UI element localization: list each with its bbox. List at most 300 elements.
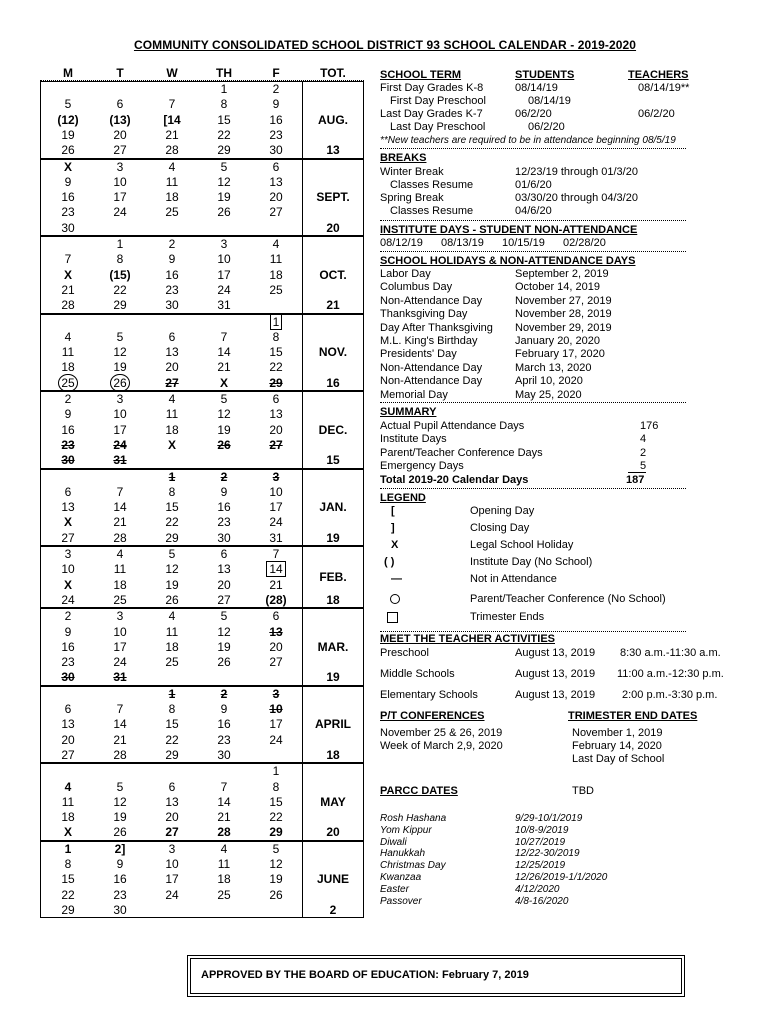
calendar-day — [98, 748, 142, 762]
calendar-day — [254, 392, 298, 406]
calendar-day — [46, 717, 90, 731]
calendar-day — [46, 175, 90, 189]
day-value: 8 — [272, 779, 280, 794]
day-value: 16 — [217, 500, 231, 515]
institute-date: 08/12/19 — [380, 237, 423, 249]
day-value: 1 — [270, 314, 283, 330]
calendar-day — [150, 515, 194, 529]
trimester-heading: TRIMESTER END DATES — [568, 710, 698, 722]
calendar-day — [254, 515, 298, 529]
calendar-day — [202, 593, 246, 607]
calendar-day — [98, 392, 142, 406]
calendar-day — [150, 702, 194, 716]
calendar-day — [254, 82, 298, 96]
summary-value: 5 — [640, 460, 647, 473]
day-value: 12 — [113, 794, 127, 809]
day-value: 20 — [165, 810, 179, 825]
day-value: 6 — [272, 609, 280, 624]
day-value: 10 — [113, 174, 127, 189]
break-value: 01/6/20 — [515, 179, 552, 191]
calendar-day — [98, 113, 142, 127]
month-total: 19 — [326, 530, 340, 545]
day-value: 12 — [269, 857, 283, 871]
month-total: 20 — [326, 220, 340, 235]
calendar-day — [46, 500, 90, 514]
calendar-day — [254, 470, 298, 484]
day-value: 14 — [217, 345, 231, 360]
calendar-day — [46, 345, 90, 359]
observance-date: 12/22-30/2019 — [515, 848, 580, 860]
day-value: 13 — [269, 174, 283, 189]
day-value: 29 — [217, 143, 231, 158]
calendar-day — [98, 298, 142, 312]
day-value: 18 — [165, 190, 179, 205]
calendar-day — [150, 733, 194, 747]
calendar-day — [202, 810, 246, 824]
day-value: 21 — [113, 732, 127, 747]
term-students: 08/14/19 — [515, 82, 558, 94]
day-value: 30 — [217, 747, 231, 762]
calendar-day — [202, 500, 246, 514]
trimester-line: February 14, 2020 — [572, 740, 662, 752]
calendar-day — [202, 190, 246, 204]
calendar-day — [98, 485, 142, 499]
calendar-day — [46, 903, 90, 917]
summary-label: Actual Pupil Attendance Days — [380, 420, 525, 432]
legend-symbol: ( ) — [384, 556, 395, 568]
day-value: (15) — [109, 267, 131, 282]
day-value: 23 — [113, 887, 127, 902]
day-value: 30 — [113, 902, 127, 917]
holiday-name: Day After Thanksgiving — [380, 321, 493, 334]
header-w: W — [166, 66, 178, 80]
calendar-day — [254, 655, 298, 669]
day-value: X — [63, 577, 72, 592]
calendar-day — [98, 842, 142, 856]
calendar-day — [202, 423, 246, 437]
calendar-day — [46, 298, 90, 312]
calendar-day — [98, 531, 142, 545]
meet-date: August 13, 2019 — [515, 668, 596, 680]
calendar-day — [254, 438, 298, 452]
summary-label: Emergency Days — [380, 460, 464, 473]
calendar-day — [98, 160, 142, 174]
day-value: 12 — [165, 562, 179, 577]
day-value: 19 — [113, 360, 127, 375]
calendar-day — [98, 702, 142, 716]
day-value: 7 — [220, 779, 228, 794]
day-value: 8 — [168, 484, 176, 499]
calendar-day — [46, 113, 90, 127]
calendar-day — [98, 733, 142, 747]
day-value: 11 — [165, 174, 179, 189]
day-value: 9 — [116, 857, 124, 871]
holiday-name: Non-Attendance Day — [380, 294, 483, 307]
calendar-day — [98, 609, 142, 623]
day-value: X — [167, 437, 176, 452]
day-value: 16 — [61, 639, 75, 654]
calendar-day — [150, 531, 194, 545]
calendar-day — [202, 470, 246, 484]
day-value: 11 — [113, 562, 127, 577]
calendar-day — [46, 485, 90, 499]
calendar-day — [254, 345, 298, 359]
observance-name: Christmas Day — [380, 860, 446, 872]
day-value: 2 — [168, 237, 176, 251]
calendar-day — [202, 392, 246, 406]
calendar-day — [254, 795, 298, 809]
holiday-name: Columbus Day — [380, 281, 453, 294]
day-value: 12 — [217, 407, 231, 422]
calendar-day — [202, 609, 246, 623]
calendar-day — [202, 160, 246, 174]
day-value: 4 — [168, 609, 176, 624]
calendar-day — [202, 252, 246, 266]
institute-date: 08/13/19 — [441, 237, 484, 249]
day-value: 8 — [64, 857, 72, 871]
calendar-day — [98, 237, 142, 251]
day-value: 23 — [61, 205, 75, 220]
month-total: 15 — [326, 453, 340, 468]
day-value: 15 — [61, 872, 75, 887]
holiday-date: January 20, 2020 — [515, 335, 601, 347]
day-value: 19 — [269, 872, 283, 887]
day-value: 19 — [61, 127, 75, 142]
day-value: 13 — [61, 717, 75, 732]
calendar-day — [98, 283, 142, 297]
month-name: JUNE — [316, 872, 349, 887]
day-value: 11 — [269, 252, 283, 267]
day-value: 14 — [266, 561, 285, 577]
day-value: 4 — [64, 779, 72, 794]
month-name: APRIL — [315, 717, 351, 732]
day-value: 9 — [64, 407, 72, 422]
calendar-day — [150, 268, 194, 282]
calendar-day — [98, 190, 142, 204]
calendar-day — [98, 795, 142, 809]
calendar-day — [150, 407, 194, 421]
holiday-date: November 28, 2019 — [515, 308, 612, 321]
calendar-day — [98, 175, 142, 189]
calendar-day — [98, 345, 142, 359]
holiday-date: March 13, 2020 — [515, 361, 592, 374]
calendar-day — [150, 298, 194, 312]
month-total: 13 — [326, 143, 340, 158]
day-value: 29 — [61, 902, 75, 917]
calendar-day — [46, 733, 90, 747]
day-value: 13 — [269, 407, 283, 422]
day-value: 22 — [165, 732, 179, 747]
day-value: 23 — [61, 437, 75, 452]
day-value: 22 — [269, 810, 283, 825]
calendar-day — [150, 717, 194, 731]
calendar-day — [202, 888, 246, 902]
calendar-day — [202, 733, 246, 747]
term-teachers: 08/14/19** — [638, 82, 690, 94]
day-value: 21 — [269, 577, 283, 592]
breaks-heading: BREAKS — [380, 152, 427, 164]
day-value: 4 — [220, 841, 228, 856]
day-value: 9 — [64, 174, 72, 189]
day-value: 16 — [113, 872, 127, 887]
holiday-date: September 2, 2019 — [515, 268, 609, 280]
day-value: 29 — [165, 530, 179, 545]
approval-box — [187, 955, 685, 997]
calendar-day — [46, 453, 90, 467]
legend-symbol: — — [391, 573, 402, 585]
observance-date: 10/27/2019 — [515, 836, 566, 848]
day-value: 27 — [269, 205, 283, 220]
calendar-day — [150, 748, 194, 762]
term-label: Last Day Grades K-7 — [380, 108, 483, 120]
calendar-day — [202, 655, 246, 669]
day-value: 31 — [113, 453, 127, 468]
calendar-day — [202, 702, 246, 716]
holiday-name: Labor Day — [380, 268, 431, 280]
day-value: 3 — [272, 469, 280, 484]
day-value: 29 — [269, 825, 283, 840]
holiday-name: Presidents' Day — [380, 348, 457, 361]
day-value: 11 — [217, 857, 231, 871]
day-value: 20 — [217, 577, 231, 592]
day-value: 30 — [61, 670, 75, 685]
calendar-day — [202, 268, 246, 282]
day-value: 8 — [168, 702, 176, 716]
calendar-day — [254, 360, 298, 374]
calendar-day — [254, 407, 298, 421]
calendar-day — [254, 268, 298, 282]
day-value: 31 — [113, 670, 127, 685]
calendar-day — [46, 531, 90, 545]
day-value: 14 — [113, 500, 127, 515]
day-value: 12 — [217, 624, 231, 639]
month-name: JAN. — [319, 500, 347, 515]
summary-label: Institute Days — [380, 433, 447, 446]
day-value: 31 — [217, 298, 231, 313]
institute-date: 02/28/20 — [563, 237, 606, 249]
term-label: First Day Grades K-8 — [380, 82, 484, 94]
observance-date: 4/8-16/2020 — [515, 895, 569, 907]
meet-school: Elementary Schools — [380, 689, 478, 701]
calendar-day — [46, 655, 90, 669]
calendar-day — [150, 113, 194, 127]
day-value: 16 — [61, 190, 75, 205]
day-value: 25 — [269, 282, 283, 297]
calendar-day — [254, 578, 298, 592]
day-value: 7 — [272, 547, 280, 561]
observance-name: Diwali — [380, 836, 407, 848]
calendar-day — [254, 315, 298, 329]
summary-label: Parent/Teacher Conference Days — [380, 446, 543, 459]
observance-name: Yom Kippur — [380, 824, 432, 836]
calendar-day — [254, 687, 298, 701]
day-value: 15 — [217, 112, 231, 127]
day-value: X — [63, 267, 72, 282]
term-students: 08/14/19 — [528, 95, 571, 107]
day-value: 3 — [116, 159, 124, 174]
day-value: 24 — [217, 282, 231, 297]
calendar-day — [202, 330, 246, 344]
day-value: 18 — [61, 360, 75, 375]
calendar-day — [46, 810, 90, 824]
month-name: MAR. — [317, 639, 349, 654]
header-m: M — [63, 66, 73, 80]
calendar-day — [98, 825, 142, 839]
day-value: 19 — [217, 190, 231, 205]
day-value: 18 — [217, 872, 231, 887]
calendar-day — [202, 143, 246, 157]
day-value: 15 — [269, 345, 283, 360]
month-name: FEB. — [319, 569, 347, 584]
meet-date: August 13, 2019 — [515, 689, 596, 701]
term-note: **New teachers are required to be in attendance beginning 08/5/19 — [380, 135, 676, 146]
observance-name: Easter — [380, 883, 409, 895]
calendar-day — [150, 438, 194, 452]
day-value: 17 — [165, 872, 179, 887]
day-value: 2 — [220, 469, 228, 484]
day-value: 22 — [165, 515, 179, 530]
calendar-day — [202, 283, 246, 297]
day-value: 28 — [113, 747, 127, 762]
trimester-line: Last Day of School — [572, 753, 665, 765]
calendar-day — [46, 143, 90, 157]
day-value: 1 — [168, 469, 176, 484]
day-value: 21 — [113, 515, 127, 530]
month-total: 2 — [329, 902, 337, 917]
calendar-day — [254, 888, 298, 902]
calendar-day — [98, 670, 142, 684]
calendar-day — [98, 655, 142, 669]
calendar-day — [98, 578, 142, 592]
day-value: 7 — [116, 484, 124, 499]
summary-total-label: Total 2019-20 Calendar Days — [380, 474, 529, 486]
day-value: X — [63, 159, 72, 174]
day-value: 13 — [165, 345, 179, 360]
holiday-name: Thanksgiving Day — [380, 308, 468, 321]
day-value: 13 — [217, 562, 231, 577]
day-value: 18 — [165, 422, 179, 437]
day-value: 26 — [217, 437, 231, 452]
header-t: T — [116, 66, 124, 80]
day-value: 9 — [272, 97, 280, 112]
day-value: 26 — [113, 825, 127, 840]
calendar-day — [254, 764, 298, 778]
meet-time: 11:00 a.m.-12:30 p.m. — [617, 668, 724, 680]
observance-date: 12/25/2019 — [515, 860, 566, 872]
calendar-day — [150, 485, 194, 499]
calendar-day — [46, 670, 90, 684]
day-value: X — [219, 375, 228, 390]
calendar-day — [254, 205, 298, 219]
month-total: 18 — [326, 747, 340, 762]
day-value: 8 — [272, 329, 280, 344]
break-label: Classes Resume — [390, 179, 474, 191]
day-value: 21 — [217, 360, 231, 375]
day-value: 5 — [64, 97, 72, 112]
calendar-day — [98, 780, 142, 794]
calendar-day — [46, 97, 90, 111]
day-value: 16 — [269, 112, 283, 127]
calendar-day — [98, 640, 142, 654]
day-value: 27 — [269, 655, 283, 670]
observance-date: 9/29-10/1/2019 — [515, 813, 583, 824]
calendar-day — [202, 97, 246, 111]
day-value: 4 — [168, 159, 176, 174]
holiday-date: April 10, 2020 — [515, 375, 583, 388]
day-value: 29 — [113, 298, 127, 313]
parcc-value: TBD — [572, 785, 594, 797]
approval-text: APPROVED BY THE BOARD OF EDUCATION: February 7, 2019 — [190, 958, 682, 994]
calendar-day — [150, 392, 194, 406]
trimester-line: November 1, 2019 — [572, 727, 663, 739]
day-value: 9 — [220, 702, 228, 716]
day-value: 30 — [165, 298, 179, 313]
day-value: 4 — [168, 392, 176, 406]
holiday-date: November 27, 2019 — [515, 294, 612, 307]
calendar-day — [150, 609, 194, 623]
day-value: 4 — [272, 237, 280, 251]
calendar-day — [202, 795, 246, 809]
summary-value: 4 — [640, 433, 647, 446]
day-value: 17 — [113, 190, 127, 205]
day-value: 31 — [269, 530, 283, 545]
calendar-day — [254, 717, 298, 731]
teachers-heading: TEACHERS — [628, 69, 689, 81]
day-value: 23 — [165, 282, 179, 297]
day-value: 2] — [114, 841, 126, 856]
calendar-day — [202, 360, 246, 374]
meet-school: Middle Schools — [380, 668, 455, 680]
day-value: 1 — [116, 237, 124, 251]
calendar-day — [46, 438, 90, 452]
day-value: 2 — [64, 392, 72, 406]
calendar-day — [254, 500, 298, 514]
day-value: 19 — [217, 422, 231, 437]
day-value: 5 — [220, 159, 228, 174]
day-value: 21 — [165, 127, 179, 142]
calendar-day — [202, 237, 246, 251]
day-value: 6 — [220, 547, 228, 561]
day-value: 3 — [272, 686, 280, 701]
day-value: 10 — [269, 484, 283, 499]
day-value: 7 — [168, 97, 176, 112]
calendar-day — [46, 283, 90, 297]
day-value: 3 — [116, 609, 124, 624]
legend-label: Institute Day (No School) — [470, 556, 593, 568]
calendar-day — [46, 702, 90, 716]
day-value: 10 — [113, 407, 127, 422]
day-value: 24 — [269, 732, 283, 747]
day-value: 4 — [116, 547, 124, 561]
calendar-day — [46, 360, 90, 374]
calendar-day — [46, 872, 90, 886]
calendar-day — [254, 842, 298, 856]
calendar-day — [150, 562, 194, 576]
summary-value: 2 — [640, 446, 647, 459]
calendar-day — [254, 160, 298, 174]
calendar-day — [254, 113, 298, 127]
holiday-name: M.L. King's Birthday — [380, 335, 478, 347]
calendar-day — [202, 531, 246, 545]
term-label: First Day Preschool — [390, 95, 486, 107]
day-value: 7 — [220, 329, 228, 344]
day-value: 27 — [165, 825, 179, 840]
day-value: 3 — [116, 392, 124, 406]
month-total: 16 — [326, 375, 340, 390]
day-value: 16 — [217, 717, 231, 732]
calendar-day — [46, 888, 90, 902]
day-value: 9 — [64, 624, 72, 639]
